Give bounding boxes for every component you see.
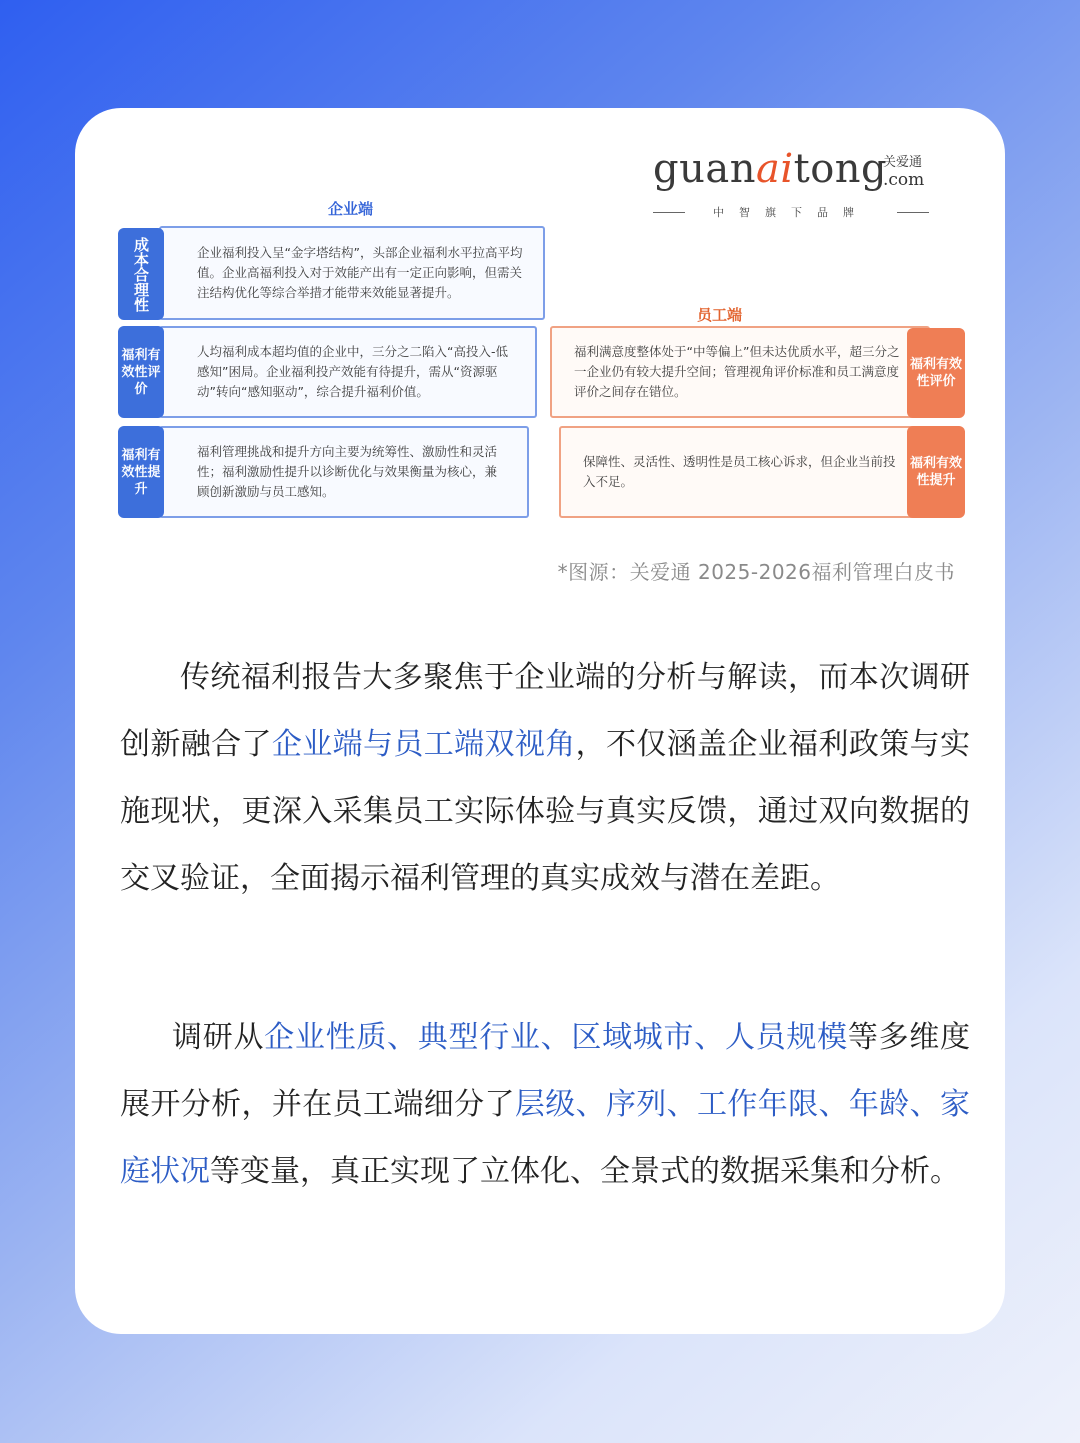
paragraph-2: 调研从企业性质、典型行业、区域城市、人员规模等多维度展开分析，并在员工端细分了层级、序列、工作年限、年龄、家庭状况等变量，真正实现了立体化、全景式的数据采集和分析。: [120, 1020, 971, 1189]
employee-row-2-label: 福利有效性提升: [907, 426, 965, 518]
employee-heading: 员工端: [697, 306, 743, 324]
enterprise-heading: 企业端: [328, 200, 374, 218]
employee-row-1-label: 福利有效性评价: [907, 328, 965, 418]
highlight-dual-perspective: 企业端与员工端双视角: [271, 727, 576, 762]
comparison-diagram: [115, 194, 965, 534]
logo-tagline: 中智旗下品牌: [653, 204, 929, 220]
employee-row-2-text: 保障性、灵活性、透明性是员工核心诉求，但企业当前投入不足。: [559, 426, 931, 518]
enterprise-row-2-text: 人均福利成本超均值的企业中，三分之二陷入“高投入-低感知”困局。企业福利投产效能有待提升，需从“资源驱动”转向“感知驱动”，综合提升福利价值。: [159, 326, 537, 418]
enterprise-row-2-label: 福利有效性评价: [118, 326, 164, 418]
highlight-employee-variables: 层级、序列、工作年限、年龄、家庭状况: [120, 1087, 971, 1189]
logo-wordmark: guanaitong: [653, 146, 888, 192]
enterprise-row-3-label: 福利有效性提升: [118, 426, 164, 518]
highlight-enterprise-dimensions: 企业性质、典型行业、区域城市、人员规模: [264, 1020, 848, 1055]
image-source-caption: *图源：关爱通 2025-2026福利管理白皮书: [557, 560, 955, 584]
content-card: [75, 108, 1005, 1334]
enterprise-row-1-label: 成本合理性: [118, 228, 164, 320]
enterprise-row-3-text: 福利管理挑战和提升方向主要为统筹性、激励性和灵活性；福利激励性提升以诊断优化与效果衡量为核心，兼顾创新激励与员工感知。: [159, 426, 529, 518]
paragraph-1: 传统福利报告大多聚焦于企业端的分析与解读，而本次调研创新融合了企业端与员工端双视角，不仅涵盖企业福利政策与实施现状，更深入采集员工实际体验与真实反馈，通过双向数据的交叉验证，全面揭示福利管理的真实成效与潜在差距。: [120, 660, 971, 896]
enterprise-row-1-text: 企业福利投入呈“金字塔结构”，头部企业福利水平拉高平均值。企业高福利投入对于效能产出有一定正向影响，但需关注结构优化等综合举措才能带来效能显著提升。: [159, 226, 545, 320]
logo-domain: .com: [883, 170, 925, 190]
employee-row-1-text: 福利满意度整体处于“中等偏上”但未达优质水平，超三分之一企业仍有较大提升空间；管理视角评价标准和员工满意度评价之间存在错位。: [550, 326, 930, 418]
logo-cn-name: 关爱通: [883, 155, 923, 170]
